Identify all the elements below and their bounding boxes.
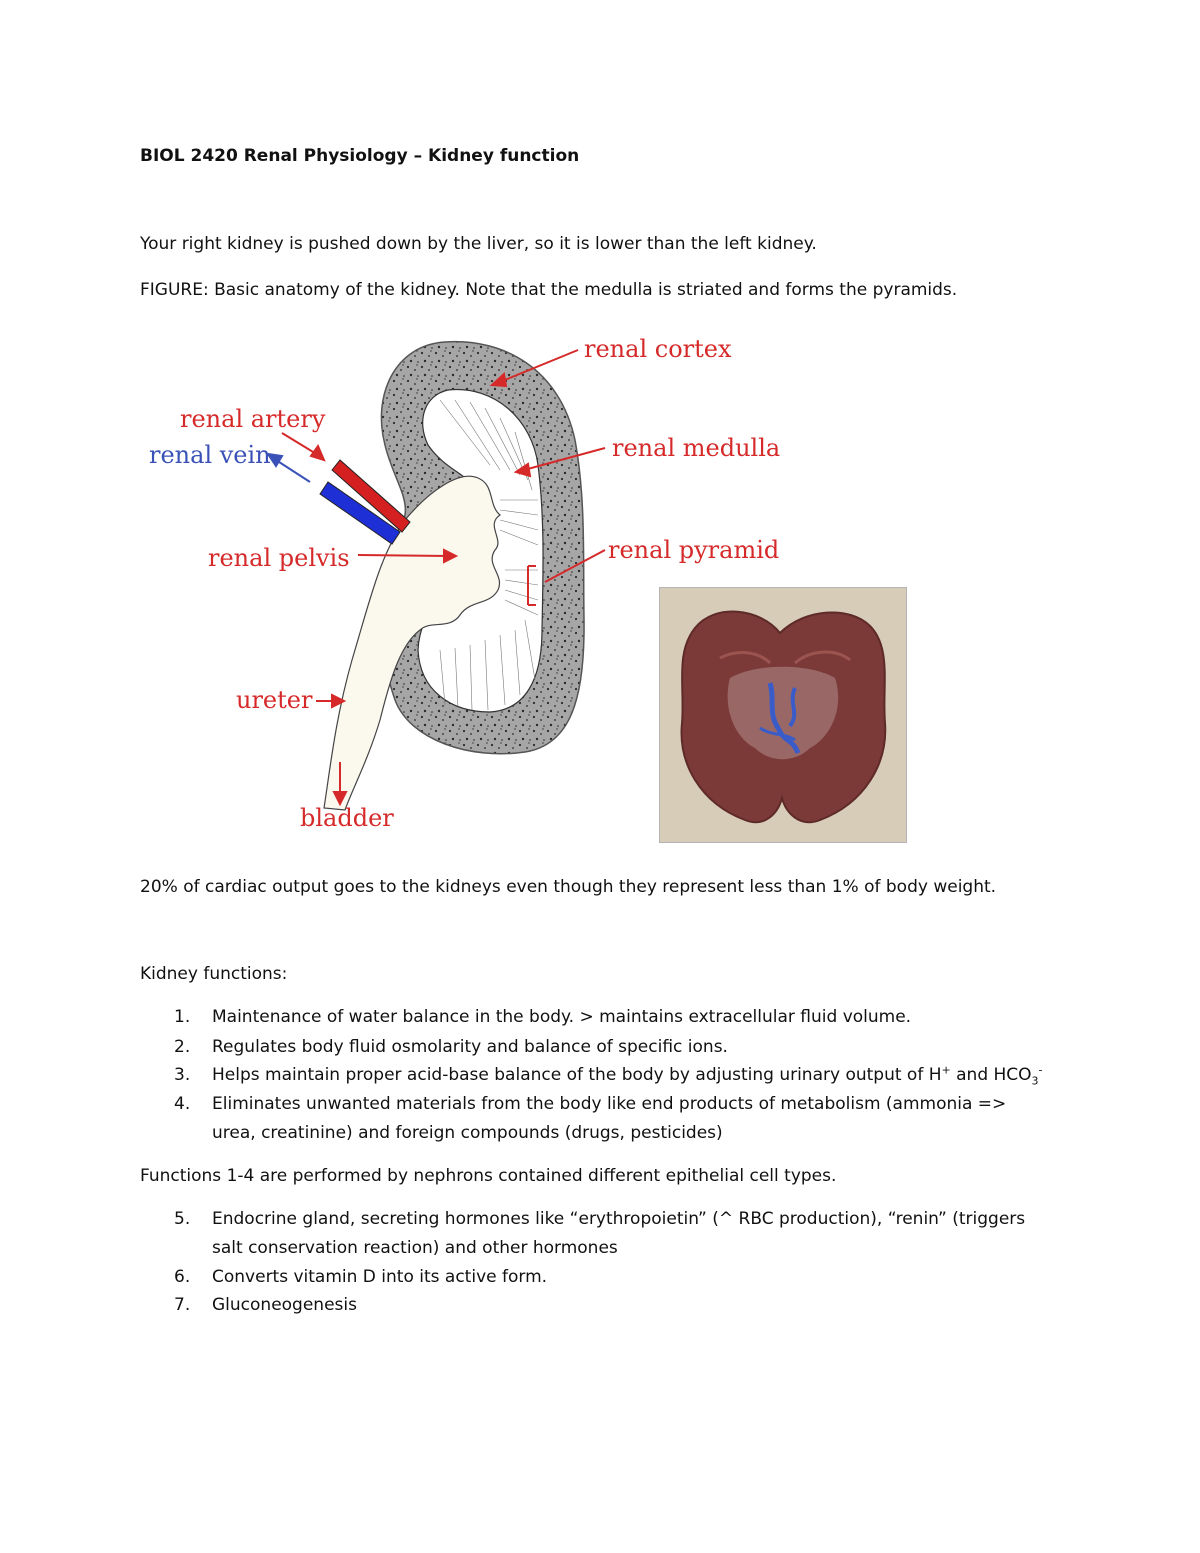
list-item-number: 5. — [174, 1209, 191, 1229]
label-ureter: ureter — [236, 686, 313, 714]
label-renal-pyramid: renal pyramid — [608, 536, 780, 564]
list-item-text: Eliminates unwanted materials from the body like end products of metabolism (ammonia => urea, creatinine) and foreign compounds (drugs, pesticides) — [212, 1094, 1007, 1143]
list-item-number: 6. — [174, 1267, 191, 1287]
list-item-number: 7. — [174, 1295, 191, 1315]
list-item — [174, 1263, 1094, 1292]
list-item — [174, 1061, 1094, 1090]
list-item-text: Regulates body fluid osmolarity and balance of specific ions. — [212, 1037, 728, 1057]
list-item-text: Gluconeogenesis — [212, 1295, 357, 1315]
label-renal-medulla: renal medulla — [612, 434, 781, 462]
list-item — [174, 1205, 1094, 1263]
list-item — [174, 1291, 1094, 1320]
list-item — [174, 1090, 1094, 1148]
functions-heading: Kidney functions: — [140, 964, 288, 984]
list-item-text: Maintenance of water balance in the body. > maintains extracellular fluid volume. — [212, 1007, 912, 1027]
list-item — [174, 1033, 1094, 1062]
nephron-note: Functions 1-4 are performed by nephrons contained different epithelial cell types. — [140, 1166, 837, 1186]
vein-arrow — [268, 454, 310, 482]
cardiac-output-paragraph: 20% of cardiac output goes to the kidneys even though they represent less than 1% of body weight. — [140, 877, 997, 897]
list-item-number: 2. — [174, 1037, 191, 1057]
kidney-specimen-drawing — [660, 588, 906, 842]
label-renal-vein: renal vein — [149, 441, 271, 469]
label-renal-cortex: renal cortex — [584, 335, 732, 363]
list-item-number: 3. — [174, 1065, 191, 1085]
list-item-number: 1. — [174, 1007, 191, 1027]
list-item — [174, 1003, 1094, 1032]
intro-paragraph: Your right kidney is pushed down by the liver, so it is lower than the left kidney. — [140, 234, 817, 254]
label-renal-pelvis: renal pelvis — [208, 544, 350, 572]
figure-caption: FIGURE: Basic anatomy of the kidney. Note that the medulla is striated and forms the pyramids. — [140, 280, 958, 300]
label-bladder: bladder — [300, 804, 394, 832]
list-item-text: Helps maintain proper acid-base balance of the body by adjusting urinary output of H+ and $HCO_3^-$ — [212, 1063, 1043, 1088]
list-item-text: Endocrine gland, secreting hormones like “erythropoietin” (^ RBC production), “renin” (triggers salt conservation reaction) and other hormones — [212, 1209, 1026, 1258]
list-item-text: Converts vitamin D into its active form. — [212, 1267, 548, 1287]
page-title: BIOL 2420 Renal Physiology – Kidney function — [140, 146, 580, 166]
label-renal-artery: renal artery — [180, 405, 326, 433]
list-item-number: 4. — [174, 1094, 191, 1114]
kidney-specimen-photo — [659, 587, 907, 843]
